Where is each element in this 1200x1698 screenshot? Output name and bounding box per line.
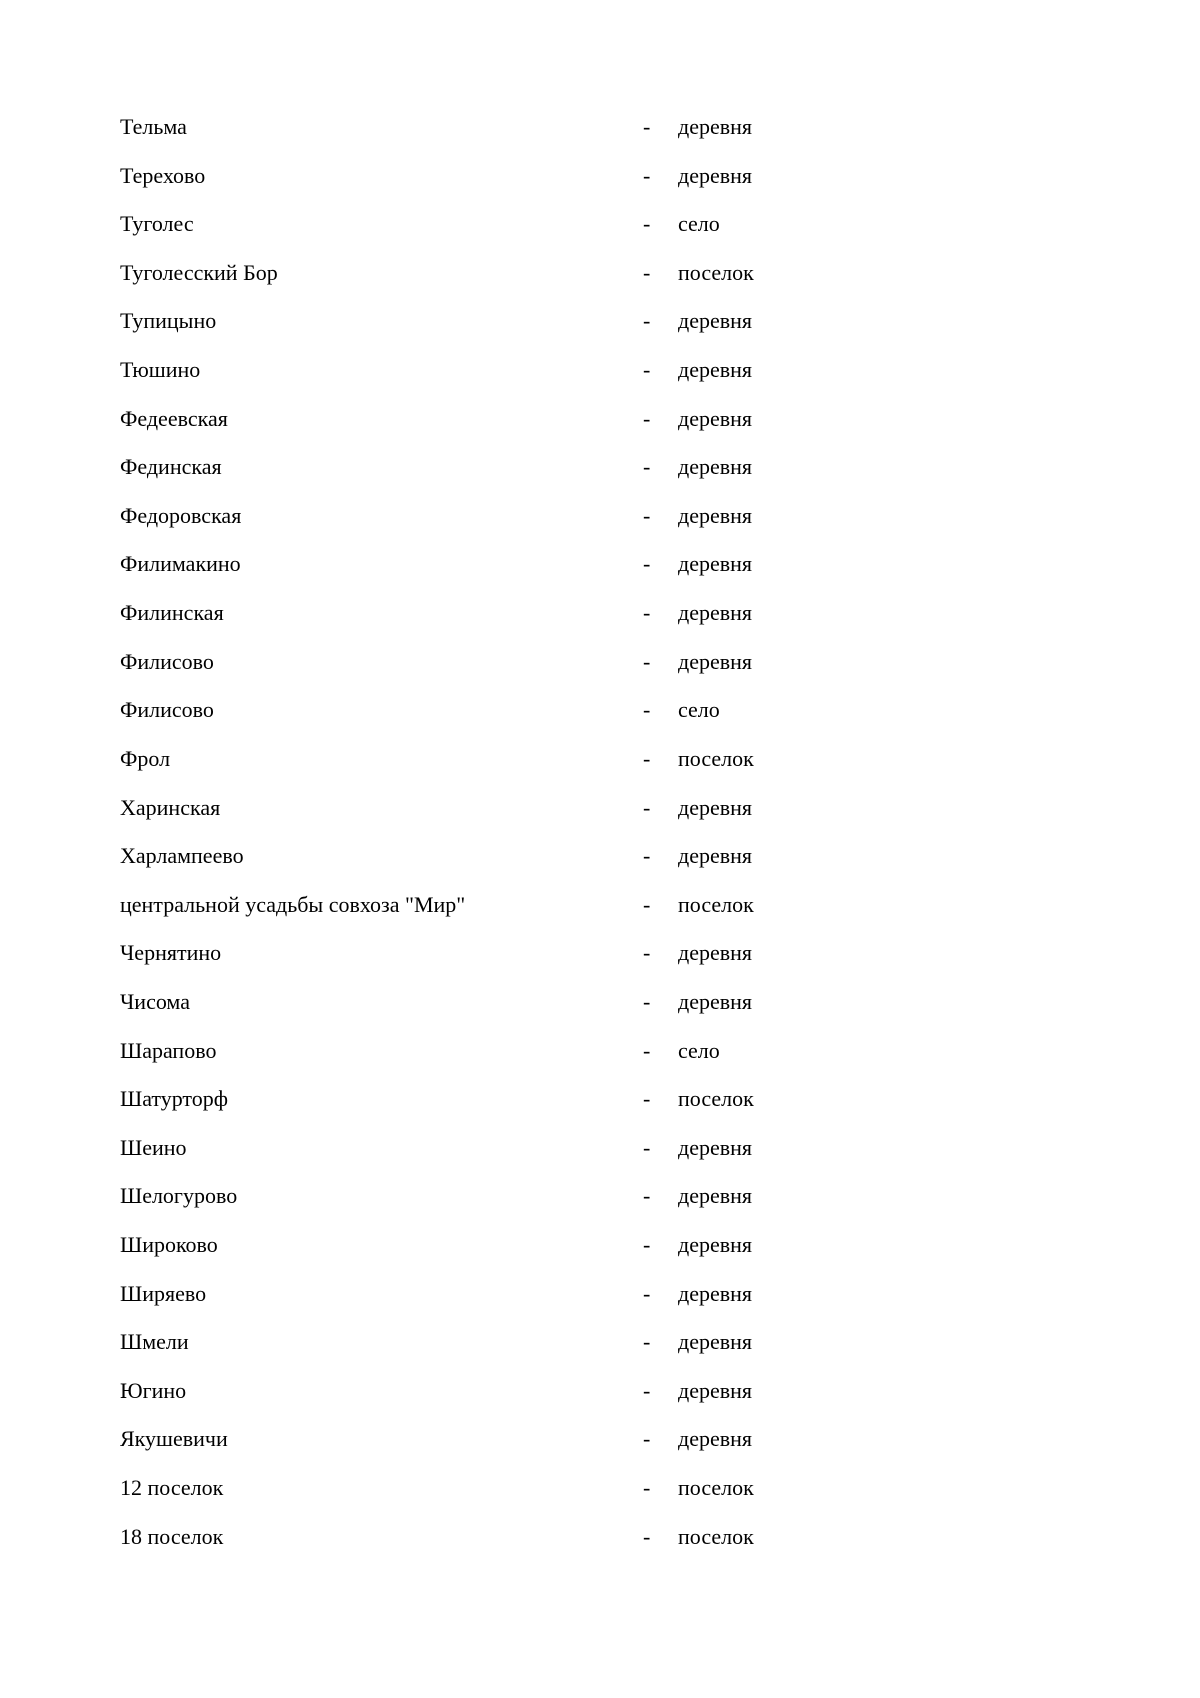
list-item — [0, 1027, 1200, 1076]
list-item — [0, 638, 1200, 687]
separator-dash: - — [643, 1523, 651, 1549]
list-item — [0, 1270, 1200, 1319]
separator-dash: - — [643, 454, 651, 480]
settlement-name: Широково — [120, 1232, 218, 1258]
list-item — [0, 443, 1200, 492]
separator-dash: - — [643, 1183, 651, 1209]
settlement-name: Чернятино — [120, 940, 222, 966]
separator-dash: - — [643, 891, 651, 917]
settlement-type: деревня — [678, 940, 753, 966]
separator-dash: - — [643, 600, 651, 626]
list-item — [0, 1464, 1200, 1513]
settlement-name: Тупицыно — [120, 308, 217, 334]
separator-dash: - — [643, 988, 651, 1014]
list-item — [0, 1513, 1200, 1562]
settlement-type: деревня — [678, 454, 753, 480]
settlement-type: деревня — [678, 162, 753, 188]
settlement-type: поселок — [678, 259, 754, 285]
settlement-name: Шмели — [120, 1329, 189, 1355]
list-item — [0, 735, 1200, 784]
separator-dash: - — [643, 745, 651, 771]
settlement-type: поселок — [678, 891, 754, 917]
settlement-name: Харинская — [120, 794, 221, 820]
list-item — [0, 1172, 1200, 1221]
settlement-name: Филимакино — [120, 551, 241, 577]
list-item — [0, 784, 1200, 833]
settlement-type: деревня — [678, 1426, 753, 1452]
list-item — [0, 929, 1200, 978]
settlement-list — [0, 103, 1200, 1561]
list-item — [0, 540, 1200, 589]
list-item — [0, 297, 1200, 346]
list-item — [0, 832, 1200, 881]
separator-dash: - — [643, 1232, 651, 1258]
settlement-name: Туголесский Бор — [120, 259, 278, 285]
settlement-type: деревня — [678, 988, 753, 1014]
settlement-name: Тюшино — [120, 357, 201, 383]
separator-dash: - — [643, 551, 651, 577]
settlement-name: Харлампеево — [120, 843, 244, 869]
settlement-type: деревня — [678, 502, 753, 528]
list-item — [0, 1221, 1200, 1270]
settlement-name: Туголес — [120, 211, 194, 237]
settlement-type: деревня — [678, 551, 753, 577]
settlement-name: Ширяево — [120, 1280, 207, 1306]
list-item — [0, 395, 1200, 444]
settlement-type: деревня — [678, 1377, 753, 1403]
separator-dash: - — [643, 405, 651, 431]
settlement-type: деревня — [678, 1329, 753, 1355]
settlement-type: деревня — [678, 308, 753, 334]
list-item — [0, 103, 1200, 152]
settlement-name: Филинская — [120, 600, 224, 626]
separator-dash: - — [643, 357, 651, 383]
list-item — [0, 249, 1200, 298]
settlement-type: село — [678, 697, 720, 723]
list-item — [0, 152, 1200, 201]
settlement-type: деревня — [678, 1183, 753, 1209]
list-item — [0, 1075, 1200, 1124]
settlement-name: центральной усадьбы совхоза "Мир" — [120, 891, 466, 917]
settlement-name: Чисома — [120, 988, 190, 1014]
settlement-name: Шарапово — [120, 1037, 217, 1063]
list-item — [0, 1318, 1200, 1367]
list-item — [0, 978, 1200, 1027]
settlement-type: деревня — [678, 1134, 753, 1160]
list-item — [0, 1367, 1200, 1416]
settlement-type: деревня — [678, 648, 753, 674]
separator-dash: - — [643, 1426, 651, 1452]
settlement-type: деревня — [678, 1280, 753, 1306]
separator-dash: - — [643, 794, 651, 820]
separator-dash: - — [643, 1475, 651, 1501]
settlement-type: деревня — [678, 405, 753, 431]
settlement-type: деревня — [678, 357, 753, 383]
settlement-type: деревня — [678, 794, 753, 820]
settlement-type: деревня — [678, 600, 753, 626]
settlement-type: деревня — [678, 1232, 753, 1258]
settlement-name: Югино — [120, 1377, 187, 1403]
separator-dash: - — [643, 1037, 651, 1063]
separator-dash: - — [643, 648, 651, 674]
settlement-name: 12 поселок — [120, 1475, 224, 1501]
separator-dash: - — [643, 843, 651, 869]
settlement-name: Шатурторф — [120, 1086, 229, 1112]
list-item — [0, 1415, 1200, 1464]
separator-dash: - — [643, 211, 651, 237]
settlement-name: Филисово — [120, 648, 214, 674]
settlement-name: Тельма — [120, 114, 187, 139]
list-item — [0, 1124, 1200, 1173]
separator-dash: - — [643, 1329, 651, 1355]
settlement-type: деревня — [678, 843, 753, 869]
settlement-type: поселок — [678, 1086, 754, 1112]
separator-dash: - — [643, 1280, 651, 1306]
list-item — [0, 881, 1200, 930]
separator-dash: - — [643, 1134, 651, 1160]
settlement-type: село — [678, 211, 720, 237]
separator-dash: - — [643, 502, 651, 528]
list-item — [0, 686, 1200, 735]
separator-dash: - — [643, 114, 651, 139]
settlement-name: Шелогурово — [120, 1183, 238, 1209]
settlement-name: 18 поселок — [120, 1523, 224, 1549]
settlement-type: деревня — [678, 114, 753, 139]
list-item — [0, 200, 1200, 249]
list-item — [0, 589, 1200, 638]
settlement-type: поселок — [678, 1523, 754, 1549]
settlement-type: поселок — [678, 1475, 754, 1501]
settlement-type: село — [678, 1037, 720, 1063]
settlement-name: Якушевичи — [120, 1426, 228, 1452]
settlement-name: Шеино — [120, 1134, 187, 1160]
separator-dash: - — [643, 308, 651, 334]
separator-dash: - — [643, 259, 651, 285]
settlement-name: Терехово — [120, 162, 206, 188]
settlement-type: поселок — [678, 745, 754, 771]
settlement-name: Фединская — [120, 454, 222, 480]
settlement-name: Федоровская — [120, 502, 242, 528]
separator-dash: - — [643, 940, 651, 966]
separator-dash: - — [643, 1377, 651, 1403]
separator-dash: - — [643, 162, 651, 188]
list-item — [0, 492, 1200, 541]
settlement-name: Фрол — [120, 745, 171, 771]
separator-dash: - — [643, 1086, 651, 1112]
separator-dash: - — [643, 697, 651, 723]
settlement-name: Филисово — [120, 697, 214, 723]
settlement-name: Федеевская — [120, 405, 228, 431]
list-item — [0, 346, 1200, 395]
